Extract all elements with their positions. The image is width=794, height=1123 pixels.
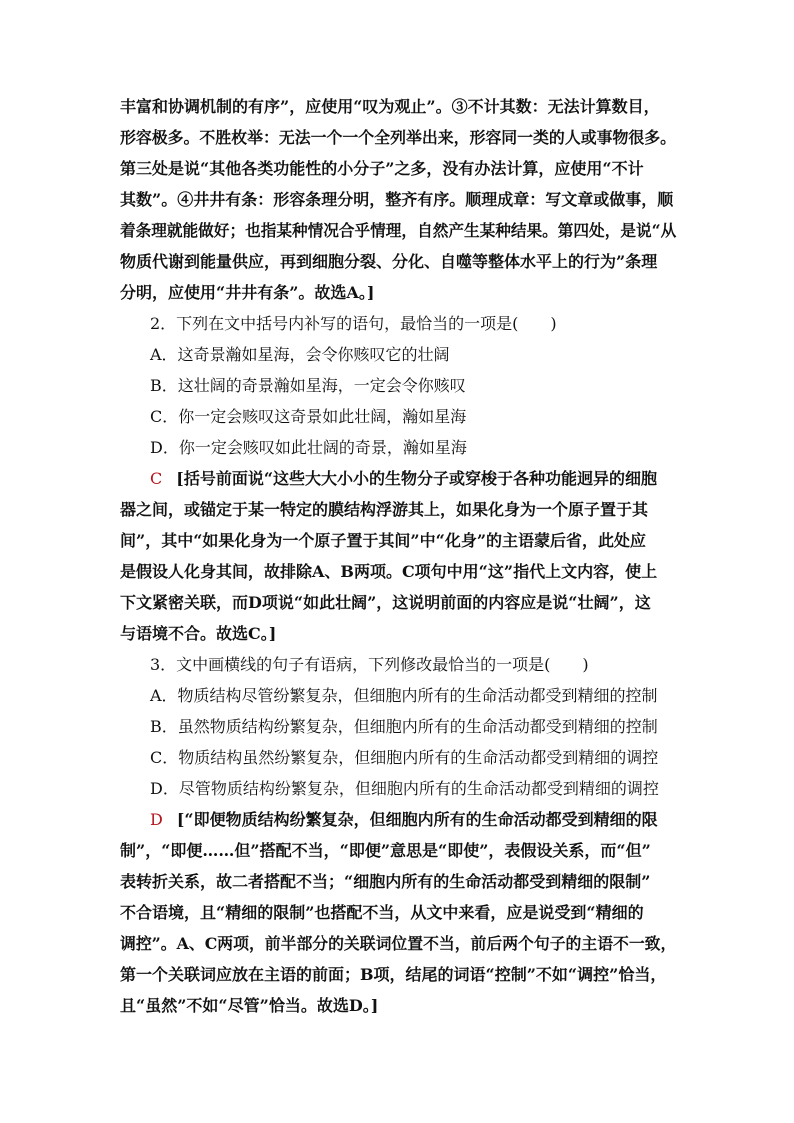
question-3-explanation-line: 第一个关联词应放在主语的前面；B项，结尾的词语“控制”不如“调控”恰当， <box>120 965 667 984</box>
question-3-option-b: B．虽然物质结构纷繁复杂，但细胞内所有的生命活动都受到精细的控制 <box>150 717 658 736</box>
explanation-line: 其数”。④井井有条：形容条理分明，整齐有序。顺理成章：写文章或做事，顺 <box>120 190 674 209</box>
explanation-line: 物质代谢到能量供应，再到细胞分裂、分化、自噬等整体水平上的行为”条理 <box>120 252 658 271</box>
question-2-option-b: B．这壮阔的奇景瀚如星海，一定会令你赅叹 <box>150 376 466 395</box>
question-2-explanation-line: 下文紧密关联，而D项说“如此壮阔”，这说明前面的内容应是说“壮阔”，这 <box>120 593 651 612</box>
question-3-option-c: C．物质结构虽然纷繁复杂，但细胞内所有的生命活动都受到精细的调控 <box>150 748 659 767</box>
question-2-explanation-start: [括号前面说“这些大大小小的生物分子或穿梭于各种功能迥异的细胞 <box>176 469 658 488</box>
question-2-explanation-line: 间”，其中“如果化身为一个原子置于其间”中“化身”的主语蒙后省，此处应 <box>120 531 647 550</box>
question-3-explanation-line: 调控”。A、C两项，前半部分的关联词位置不当，前后两个句子的主语不一致， <box>120 934 677 953</box>
question-2-explanation-line: 器之间，或锚定于某一特定的膜结构浮游其上，如果化身为一个原子置于其 <box>120 500 649 519</box>
question-3-explanation-line: 制”，“即便……但”搭配不当，“即便”意思是“即使”，表假设关系，而“但” <box>120 841 651 860</box>
explanation-line: 第三处是说“其他各类功能性的小分子”之多，没有办法计算，应使用“不计 <box>120 159 644 178</box>
question-2-explanation-line: 与语境不合。故选C。] <box>120 624 277 643</box>
question-3-explanation-line: 不合语境，且“精细的限制”也搭配不当，从文中来看，应是说受到“精细的 <box>120 903 644 922</box>
question-2-option-c: C．你一定会赅叹这奇景如此壮阔，瀚如星海 <box>150 407 467 426</box>
explanation-line: 丰富和协调机制的有序”，应使用“叹为观止”。③不计其数：无法计算数目， <box>120 97 660 116</box>
question-3-option-d: D．尽管物质结构纷繁复杂，但细胞内所有的生命活动都受到精细的调控 <box>150 779 659 798</box>
explanation-line: 着条理就能做好；也指某种情况合乎情理，自然产生某种结果。第四处，是说“从 <box>120 221 677 240</box>
question-3-answer-letter: D <box>150 810 163 829</box>
explanation-line: 分明，应使用“井井有条”。故选A。] <box>120 283 375 302</box>
question-2-option-a: A．这奇景瀚如星海，会令你赅叹它的壮阔 <box>150 345 450 364</box>
question-2-explanation-line: 是假设人化身其间，故排除A、B两项。C项句中用“这”指代上文内容，使上 <box>120 562 658 581</box>
question-3-answer-line <box>150 810 658 830</box>
question-2-stem: 2．下列在文中括号内补写的语句，最恰当的一项是( ) <box>150 314 557 333</box>
question-2-option-d: D．你一定会赅叹如此壮阔的奇景，瀚如星海 <box>150 438 467 457</box>
question-3-explanation-line: 且“虽然”不如“尽管”恰当。故选D。] <box>120 996 379 1015</box>
explanation-line: 形容极多。不胜枚举：无法一个一个全列举出来，形容同一类的人或事物很多。 <box>120 128 677 147</box>
question-2-answer-letter: C <box>150 469 163 488</box>
question-3-explanation-line: 表转折关系，故二者搭配不当；“细胞内所有的生命活动都受到精细的限制” <box>120 872 651 891</box>
question-3-option-a: A．物质结构尽管纷繁复杂，但细胞内所有的生命活动都受到精细的控制 <box>150 686 658 705</box>
question-3-explanation-start: [“即便物质结构纷繁复杂，但细胞内所有的生命活动都受到精细的限 <box>176 810 658 829</box>
question-2-answer-line <box>150 469 657 489</box>
question-3-stem: 3．文中画横线的句子有语病，下列修改最恰当的一项是( ) <box>150 655 589 674</box>
